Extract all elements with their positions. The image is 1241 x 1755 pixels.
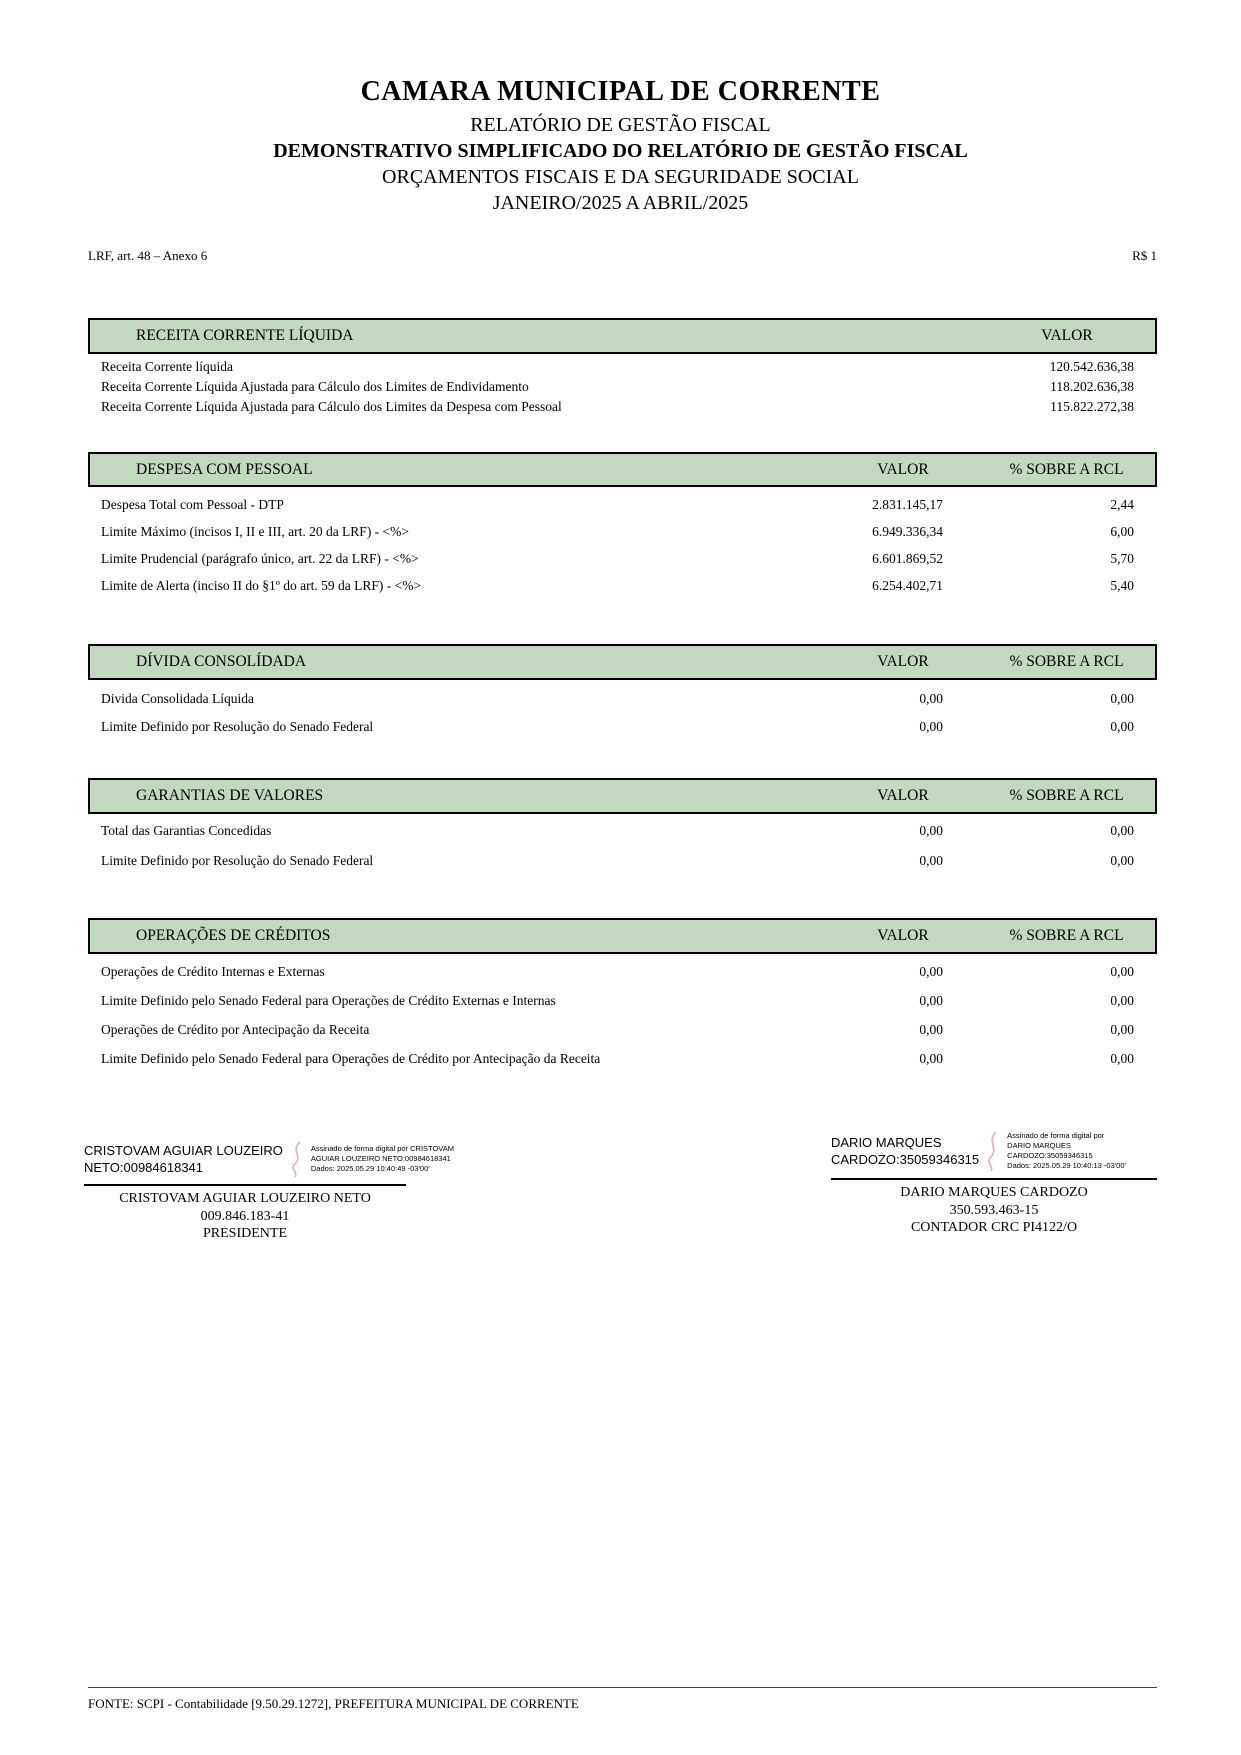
table-title: DÍVIDA CONSOLÍDADA (136, 653, 307, 670)
signature-line (84, 1184, 406, 1186)
row-valor: 0,00 (919, 719, 943, 734)
column-header-valor: VALOR (877, 653, 929, 670)
row-label: Limite Definido pelo Senado Federal para Operações de Crédito Externas e Internas (101, 992, 556, 1008)
table-row (88, 377, 1157, 397)
row-valor: 0,00 (919, 853, 943, 868)
footer-divider (88, 1687, 1157, 1688)
table-header (88, 644, 1157, 680)
column-header-pct: % SOBRE A RCL (1009, 927, 1124, 944)
table-row (88, 957, 1157, 986)
signatory-cpf: 009.846.183-41 (200, 1208, 290, 1224)
digital-signature-details: Assinado de forma digital por CRISTOVAM AGUIAR LOUZEIRO NETO:00984618341 Dados: 2025.05.29 10:40:49 -03'00' (310, 1144, 455, 1173)
row-valor: 0,00 (919, 691, 943, 706)
row-pct: 0,00 (1110, 823, 1134, 838)
row-label: Divida Consolidada Líquida (101, 691, 254, 706)
report-period: JANEIRO/2025 A ABRIL/2025 (492, 192, 749, 214)
row-valor: 0,00 (919, 992, 943, 1008)
row-pct: 5,70 (1110, 550, 1134, 566)
report-scope: ORÇAMENTOS FISCAIS E DA SEGURIDADE SOCIAL (382, 166, 859, 188)
table-row (88, 491, 1157, 518)
row-pct: 2,44 (1110, 496, 1134, 512)
row-valor: 6.254.402,71 (872, 577, 943, 593)
digital-signature-stamp (84, 1139, 455, 1179)
signature-flourish-icon (982, 1129, 1004, 1173)
row-label: Limite Definido pelo Senado Federal para Operações de Crédito por Antecipação da Receita (101, 1050, 601, 1066)
table-title: DESPESA COM PESSOAL (136, 460, 313, 478)
row-pct: 6,00 (1110, 523, 1134, 539)
signature-line (831, 1178, 1157, 1180)
column-header-valor: VALOR (1041, 327, 1093, 344)
row-valor: 120.542.636,38 (1049, 359, 1134, 374)
table-garantias-de-valores (88, 778, 1157, 876)
column-header-pct: % SOBRE A RCL (1009, 460, 1124, 478)
signatory-role: CONTADOR CRC PI4122/O (910, 1220, 1078, 1235)
signatory-name: DARIO MARQUES CARDOZO (900, 1185, 1088, 1200)
digital-signature-name: CRISTOVAM AGUIAR LOUZEIRO NETO:00984618341 (84, 1143, 283, 1175)
signatory-identification (84, 1190, 406, 1243)
row-label: Receita Corrente líquida (101, 359, 233, 374)
row-pct: 0,00 (1110, 719, 1134, 734)
table-header (88, 452, 1157, 487)
row-label: Receita Corrente Líquida Ajustada para Cálculo dos Limites de Endividamento (101, 379, 529, 394)
signatory-role: PRESIDENTE (203, 1226, 287, 1241)
table-header (88, 918, 1157, 954)
table-row (88, 846, 1157, 876)
row-valor: 0,00 (919, 1050, 943, 1066)
table-divida-consolidada (88, 644, 1157, 741)
row-valor: 2.831.145,17 (872, 496, 943, 512)
row-pct: 0,00 (1110, 963, 1134, 979)
column-header-valor: VALOR (877, 927, 929, 944)
table-row (88, 545, 1157, 572)
table-row (88, 1015, 1157, 1044)
row-valor: 0,00 (919, 1021, 943, 1037)
row-label: Receita Corrente Líquida Ajustada para Cálculo dos Limites da Despesa com Pessoal (101, 399, 562, 414)
signature-flourish-icon (286, 1139, 308, 1179)
currency-unit-note: R$ 1 (1132, 248, 1157, 263)
report-type: RELATÓRIO DE GESTÃO FISCAL (470, 114, 771, 136)
row-valor: 0,00 (919, 963, 943, 979)
table-header (88, 318, 1157, 354)
table-row (88, 572, 1157, 599)
digital-signature-details: Assinado de forma digital por DARIO MARQUES CARDOZO:35059346315 Dados: 2025.05.29 10:40:13 -03'00' (1007, 1131, 1126, 1170)
table-row (88, 685, 1157, 713)
column-header-pct: % SOBRE A RCL (1009, 653, 1124, 670)
digital-signature-stamp (831, 1129, 1157, 1173)
row-pct: 0,00 (1110, 992, 1134, 1008)
signatory-identification (831, 1184, 1157, 1237)
table-title: GARANTIAS DE VALORES (136, 787, 324, 804)
row-label: Total das Garantias Concedidas (101, 823, 272, 838)
source-note: FONTE: SCPI - Contabilidade [9.50.29.1272], PREFEITURA MUNICIPAL DE CORRENTE (88, 1696, 579, 1711)
row-label: Operações de Crédito Internas e Externas (101, 963, 325, 979)
table-row (88, 397, 1157, 417)
row-valor: 0,00 (919, 823, 943, 838)
row-label: Limite Definido por Resolução do Senado Federal (101, 719, 374, 734)
row-valor: 115.822.272,38 (1050, 399, 1134, 414)
table-despesa-com-pessoal (88, 452, 1157, 599)
table-receita-corrente-liquida (88, 318, 1157, 417)
row-pct: 0,00 (1110, 691, 1134, 706)
organization-name: CAMARA MUNICIPAL DE CORRENTE (360, 76, 881, 107)
row-valor: 118.202.636,38 (1050, 379, 1134, 394)
row-pct: 0,00 (1110, 1021, 1134, 1037)
row-pct: 0,00 (1110, 1050, 1134, 1066)
row-label: Limite Prudencial (parágrafo único, art. 22 da LRF) - <%> (101, 550, 419, 566)
table-header (88, 778, 1157, 814)
signature-block-president (84, 1139, 455, 1243)
table-row (88, 986, 1157, 1015)
row-label: Despesa Total com Pessoal - DTP (101, 496, 284, 512)
row-label: Limite Máximo (incisos I, II e III, art. 20 da LRF) - <%> (101, 523, 410, 539)
table-row (88, 816, 1157, 846)
column-header-valor: VALOR (877, 460, 929, 478)
row-label: Operações de Crédito por Antecipação da Receita (101, 1021, 370, 1037)
row-label: Limite de Alerta (inciso II do §1º do art. 59 da LRF) - <%> (101, 577, 422, 593)
table-row (88, 357, 1157, 377)
row-pct: 0,00 (1110, 853, 1134, 868)
row-valor: 6.601.869,52 (872, 550, 943, 566)
report-title-block (0, 76, 1241, 216)
signatory-name: CRISTOVAM AGUIAR LOUZEIRO NETO (119, 1191, 371, 1206)
report-meta-row (88, 248, 1157, 264)
row-valor: 6.949.336,34 (872, 523, 943, 539)
table-title: OPERAÇÕES DE CRÉDITOS (136, 927, 331, 944)
report-subtitle: DEMONSTRATIVO SIMPLIFICADO DO RELATÓRIO DE GESTÃO FISCAL (273, 140, 968, 162)
table-title: RECEITA CORRENTE LÍQUIDA (136, 327, 354, 344)
table-row (88, 518, 1157, 545)
column-header-valor: VALOR (877, 787, 929, 804)
signatory-cpf: 350.593.463-15 (949, 1202, 1039, 1218)
table-row (88, 1044, 1157, 1073)
row-label: Limite Definido por Resolução do Senado Federal (101, 853, 374, 868)
table-operacoes-de-creditos (88, 918, 1157, 1073)
digital-signature-name: DARIO MARQUES CARDOZO:35059346315 (831, 1135, 980, 1167)
column-header-pct: % SOBRE A RCL (1009, 787, 1124, 804)
table-row (88, 713, 1157, 741)
lrf-annex-note: LRF, art. 48 – Anexo 6 (88, 248, 208, 263)
row-pct: 5,40 (1110, 577, 1134, 593)
signature-block-accountant (831, 1129, 1157, 1237)
